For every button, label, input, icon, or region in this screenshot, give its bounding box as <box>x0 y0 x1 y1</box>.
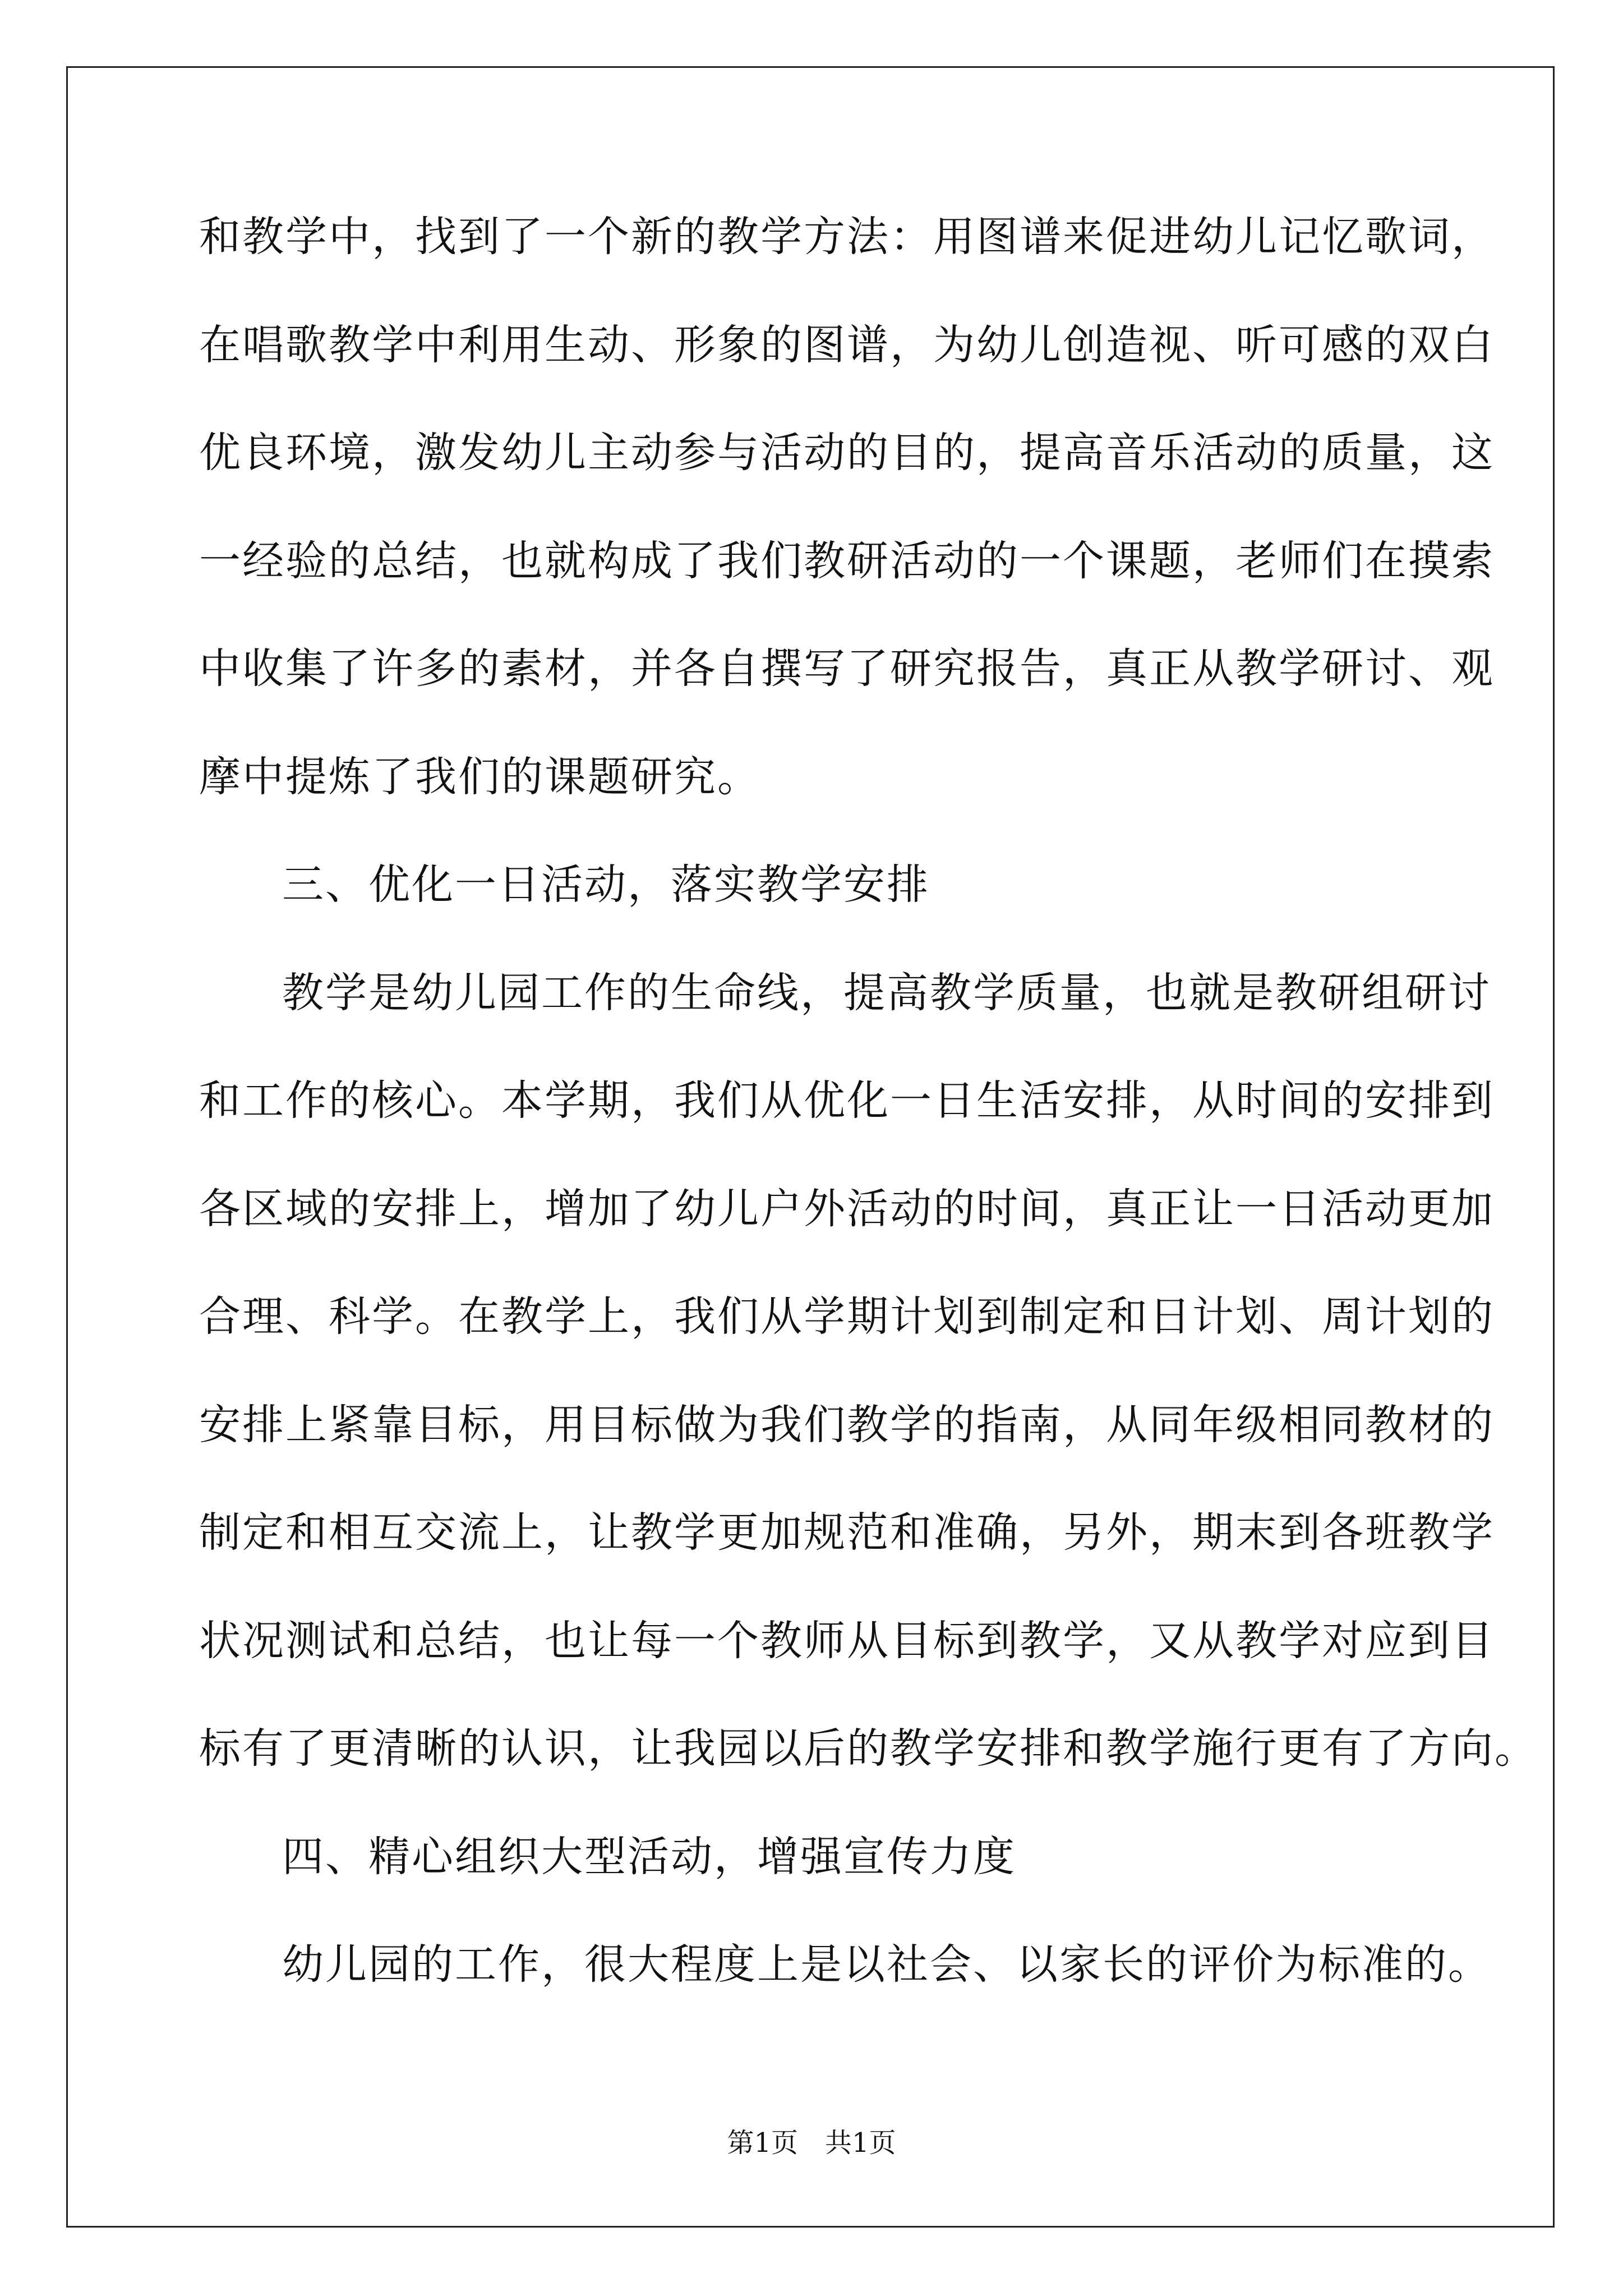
text-line: 幼儿园的工作，很大程度上是以社会、以家长的评价为标准的。 <box>282 1940 1491 1989</box>
text-line: 状况测试和总结，也让每一个教师从目标到教学，又从教学对应到目 <box>199 1617 1495 1665</box>
text-line: 和教学中，找到了一个新的教学方法：用图谱来促进幼儿记忆歌词， <box>199 213 1495 261</box>
text-line: 优良环境，激发幼儿主动参与活动的目的，提高音乐活动的质量，这 <box>199 429 1495 477</box>
text-line: 中收集了许多的素材，并各自撰写了研究报告，真正从教学研讨、观 <box>199 645 1495 693</box>
text-line: 标有了更清晰的认识，让我园以后的教学安排和教学施行更有了方向。 <box>199 1724 1538 1773</box>
text-line: 安排上紧靠目标，用目标做为我们教学的指南，从同年级相同教材的 <box>199 1401 1495 1449</box>
page-border <box>66 66 1555 2228</box>
section-heading: 四、精心组织大型活动，增强宣传力度 <box>282 1833 1016 1881</box>
section-heading: 三、优化一日活动，落实教学安排 <box>282 861 930 909</box>
text-line: 在唱歌教学中利用生动、形象的图谱，为幼儿创造视、听可感的双白 <box>199 321 1495 369</box>
text-line: 教学是幼儿园工作的生命线，提高教学质量，也就是教研组研讨 <box>282 969 1491 1017</box>
text-line: 各区域的安排上，增加了幼儿户外活动的时间，真正让一日活动更加 <box>199 1185 1495 1233</box>
text-line: 和工作的核心。本学期，我们从优化一日生活安排，从时间的安排到 <box>199 1076 1495 1125</box>
text-line: 合理、科学。在教学上，我们从学期计划到制定和日计划、周计划的 <box>199 1292 1495 1341</box>
page-footer: 第1页 共1页 <box>727 2127 896 2159</box>
text-line: 制定和相互交流上，让教学更加规范和准确，另外，期末到各班教学 <box>199 1508 1495 1557</box>
text-line: 一经验的总结，也就构成了我们教研活动的一个课题，老师们在摸索 <box>199 537 1495 585</box>
text-line: 摩中提炼了我们的课题研究。 <box>199 753 760 801</box>
